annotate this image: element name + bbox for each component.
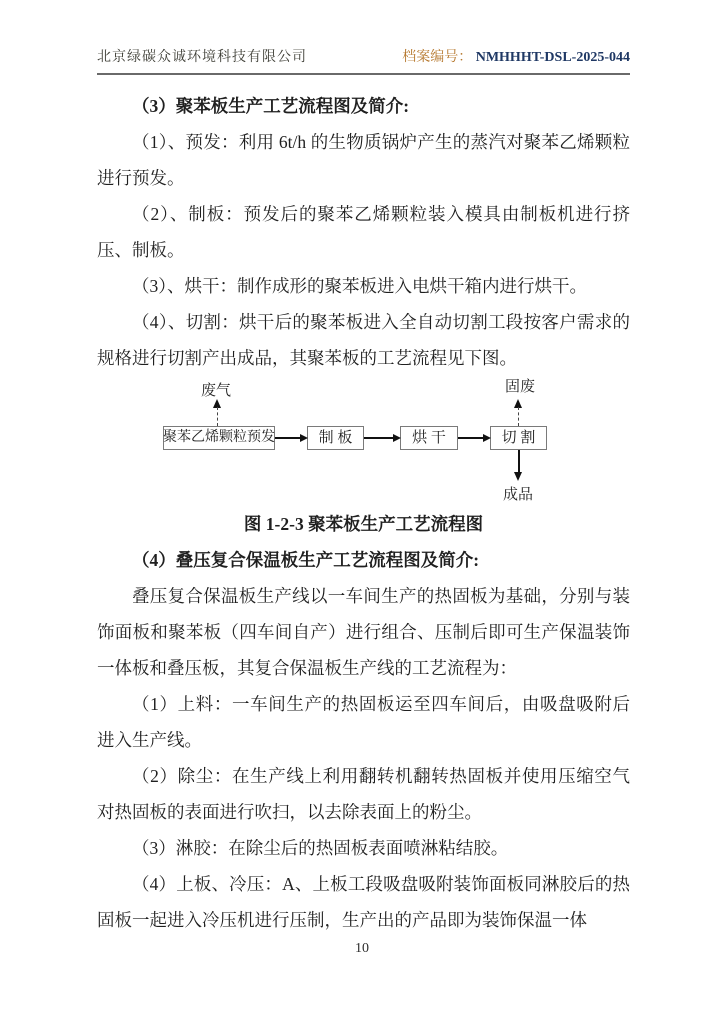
archive-number-value: NMHHHT-DSL-2025-044 bbox=[475, 50, 630, 65]
company-name: 北京绿碳众诚环境科技有限公司 bbox=[97, 50, 307, 65]
flow-arrow-1-head-icon bbox=[300, 434, 308, 442]
section3-step-4: （4）、切割：烘干后的聚苯板进入全自动切割工段按客户需求的规格进行切割产出成品，其聚苯板的工艺流程见下图。 bbox=[97, 312, 630, 368]
flow-arrow-3 bbox=[458, 437, 484, 439]
flow-box-board-making: 制 板 bbox=[307, 426, 364, 450]
flow-arrow-1 bbox=[275, 437, 301, 439]
flow-arrow-2 bbox=[364, 437, 394, 439]
section3-title: （3）聚苯板生产工艺流程图及简介: bbox=[132, 96, 410, 116]
page-number: 10 bbox=[355, 941, 369, 956]
solid-waste-dashed-arrow bbox=[518, 407, 519, 426]
waste-gas-label: 废气 bbox=[201, 383, 232, 399]
flow-box-pre-expansion: 聚苯乙烯颗粒预发 bbox=[163, 426, 275, 450]
section4-intro: 叠压复合保温板生产线以一车间生产的热固板为基础，分别与装饰面板和聚苯板（四车间自产）进行组合、压制后即可生产保温装饰一体板和叠压板，其复合保温板生产线的工艺流程为： bbox=[97, 586, 630, 678]
solid-waste-label: 固废 bbox=[505, 379, 536, 395]
document-body bbox=[97, 88, 630, 938]
flow-arrow-2-head-icon bbox=[393, 434, 401, 442]
flow-arrow-3-head-icon bbox=[483, 434, 491, 442]
flow-box-drying: 烘 干 bbox=[400, 426, 458, 450]
section3-step-2: （2）、制板：预发后的聚苯乙烯颗粒装入模具由制板机进行挤压、制板。 bbox=[97, 204, 630, 260]
page-header bbox=[97, 46, 630, 75]
figure-caption: 图 1-2-3 聚苯板生产工艺流程图 bbox=[243, 514, 484, 534]
section4-step-1: （1）上料：一车间生产的热固板运至四车间后，由吸盘吸附后进入生产线。 bbox=[97, 694, 630, 750]
section4-step-3: （3）淋胶：在除尘后的热固板表面喷淋粘结胶。 bbox=[132, 838, 509, 858]
flow-box-cutting: 切 割 bbox=[490, 426, 547, 450]
section3-step-3: （3）、烘干：制作成形的聚苯板进入电烘干箱内进行烘干。 bbox=[132, 276, 587, 296]
archive-number-label: 档案编号： bbox=[402, 50, 473, 65]
section4-step-2: （2）除尘：在生产线上利用翻转机翻转热固板并使用压缩空气对热固板的表面进行吹扫，以去除表面上的粉尘。 bbox=[97, 766, 630, 822]
product-arrow bbox=[518, 450, 520, 473]
section4-title: （4）叠压复合保温板生产工艺流程图及简介: bbox=[132, 550, 480, 570]
section3-step-1: （1）、预发：利用 6t/h 的生物质锅炉产生的蒸汽对聚苯乙烯颗粒进行预发。 bbox=[97, 132, 630, 188]
process-flowchart bbox=[97, 376, 630, 506]
product-arrow-head-icon bbox=[514, 472, 522, 481]
archive-number-block bbox=[402, 46, 630, 66]
waste-gas-dashed-arrow bbox=[217, 407, 218, 426]
product-label: 成品 bbox=[503, 487, 534, 503]
section4-step-4: （4）上板、冷压：A、上板工段吸盘吸附装饰面板同淋胶后的热固板一起进入冷压机进行压制，生产出的产品即为装饰保温一体 bbox=[97, 874, 630, 930]
